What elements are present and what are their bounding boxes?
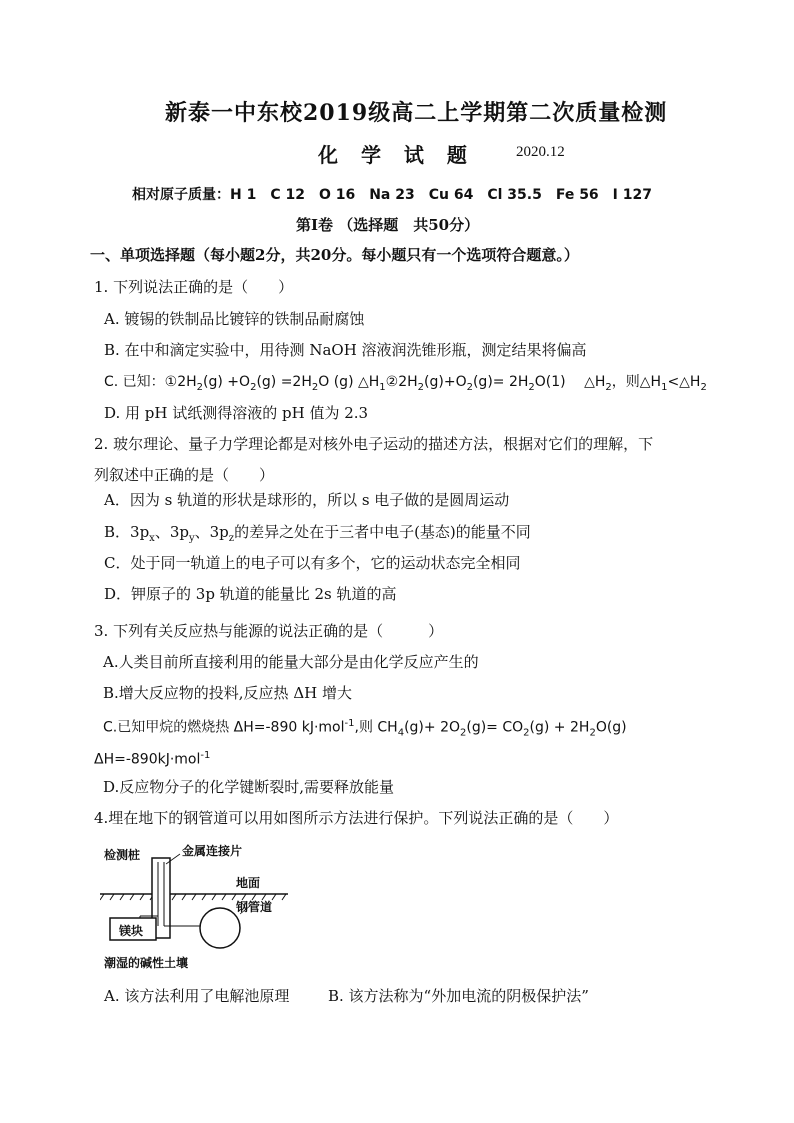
label-metal-plate: 金属连接片: [182, 844, 243, 858]
label-soil: 潮湿的碱性土壤: [104, 956, 189, 970]
q4-option-a: A. 该方法利用了电解池原理: [104, 987, 290, 1005]
q2-option-c: C．处于同一轨道上的电子可以有多个，它的运动状态完全相同: [104, 554, 521, 572]
q3-option-c-line2-text: ΔH=-890kJ·mol: [94, 751, 201, 768]
volume-heading: 第Ⅰ卷 （选择题 共50分）: [296, 216, 480, 234]
atomic-masses: 相对原子质量：H 1 C 12 O 16 Na 23 Cu 64 Cl 35.5 Fe 56 I 127: [132, 187, 652, 203]
page-title: 新泰一中东校2019级高二上学期第二次质量检测: [165, 100, 668, 126]
q4-stem: 4.埋在地下的钢管道可以用如图所示方法进行保护。下列说法正确的是（ ）: [94, 809, 619, 827]
steel-pipe: [200, 908, 240, 948]
exam-subject: 化 学 试 题: [318, 143, 475, 167]
q1-option-c: C. 已知：$①2H_2(g) +O_2(g) =2H_2O$ (g) $\triangle H_1②2H_2(g)+O_2(g)= 2H_2O(1)$ $\triangle H_2$，则$\triangle H_1<\triangle H_2$: [104, 374, 707, 393]
q2-stem-line2: 列叙述中正确的是（ ）: [94, 466, 275, 484]
q1-option-a: A. 镀锡的铁制品比镀锌的铁制品耐腐蚀: [104, 310, 365, 328]
q1-stem: 1. 下列说法正确的是（ ）: [94, 278, 294, 296]
q1-option-d: D. 用 pH 试纸测得溶液的 pH 值为 2.3: [104, 404, 369, 422]
q3-option-d: D.反应物分子的化学键断裂时,需要释放能量: [103, 778, 395, 796]
exam-date: 2020.12: [516, 144, 565, 160]
q2-option-d: D．钾原子的 3p 轨道的能量比 2s 轨道的高: [104, 585, 397, 603]
q2-option-b-prefix: B．3p: [104, 523, 150, 541]
q3-option-c-prefix: C.已知甲烷的燃烧热 ΔH=-890 kJ·mol: [103, 719, 345, 736]
q3-option-a: A.人类目前所直接利用的能量大部分是由化学反应产生的: [103, 653, 479, 671]
label-ground: 地面: [236, 876, 261, 890]
q2-option-a: A．因为 s 轨道的形状是球形的，所以 s 电子做的是圆周运动: [104, 491, 510, 509]
q3-option-c: C.已知甲烷的燃烧热 ΔH=-890 kJ·mol$^{-1}$,则 $CH_4(g)+ 2O_2(g)= CO_2(g) + 2H_2O(g)$: [103, 718, 627, 739]
section-heading: 一、单项选择题（每小题2分，共20分。每小题只有一个选项符合题意。）: [90, 246, 579, 264]
q1-option-c-prefix: C. 已知：①2H: [104, 374, 197, 390]
q2-option-b: B．$3p_x$、$3p_y$、$3p_z$的差异之处在于三者中电子(基态)的能量不同: [104, 523, 531, 544]
q3-option-b: B.增大反应物的投料,反应热 ΔH 增大: [103, 684, 353, 702]
q3-stem: 3. 下列有关反应热与能源的说法正确的是（ ）: [94, 622, 444, 640]
q1-option-b: B. 在中和滴定实验中，用待测 NaOH 溶液润洗锥形瓶，测定结果将偏高: [104, 341, 587, 359]
q4-option-b: B. 该方法称为“外加电流的阴极保护法”: [328, 987, 589, 1005]
label-steel-pipe: 钢管道: [236, 900, 273, 914]
label-detection-pile: 检测桩: [104, 848, 141, 862]
q2-option-b-suffix: 的差异之处在于三者中电子(基态)的能量不同: [234, 523, 531, 541]
q3-option-c-line2: ΔH=-890kJ·mol$^{-1}$: [94, 750, 211, 768]
q2-stem-line1: 2. 玻尔理论、量子力学理论都是对核外电子运动的描述方法，根据对它们的理解，下: [94, 435, 654, 453]
label-magnesium-block: 镁块: [119, 924, 144, 938]
q4-diagram: [100, 842, 300, 972]
